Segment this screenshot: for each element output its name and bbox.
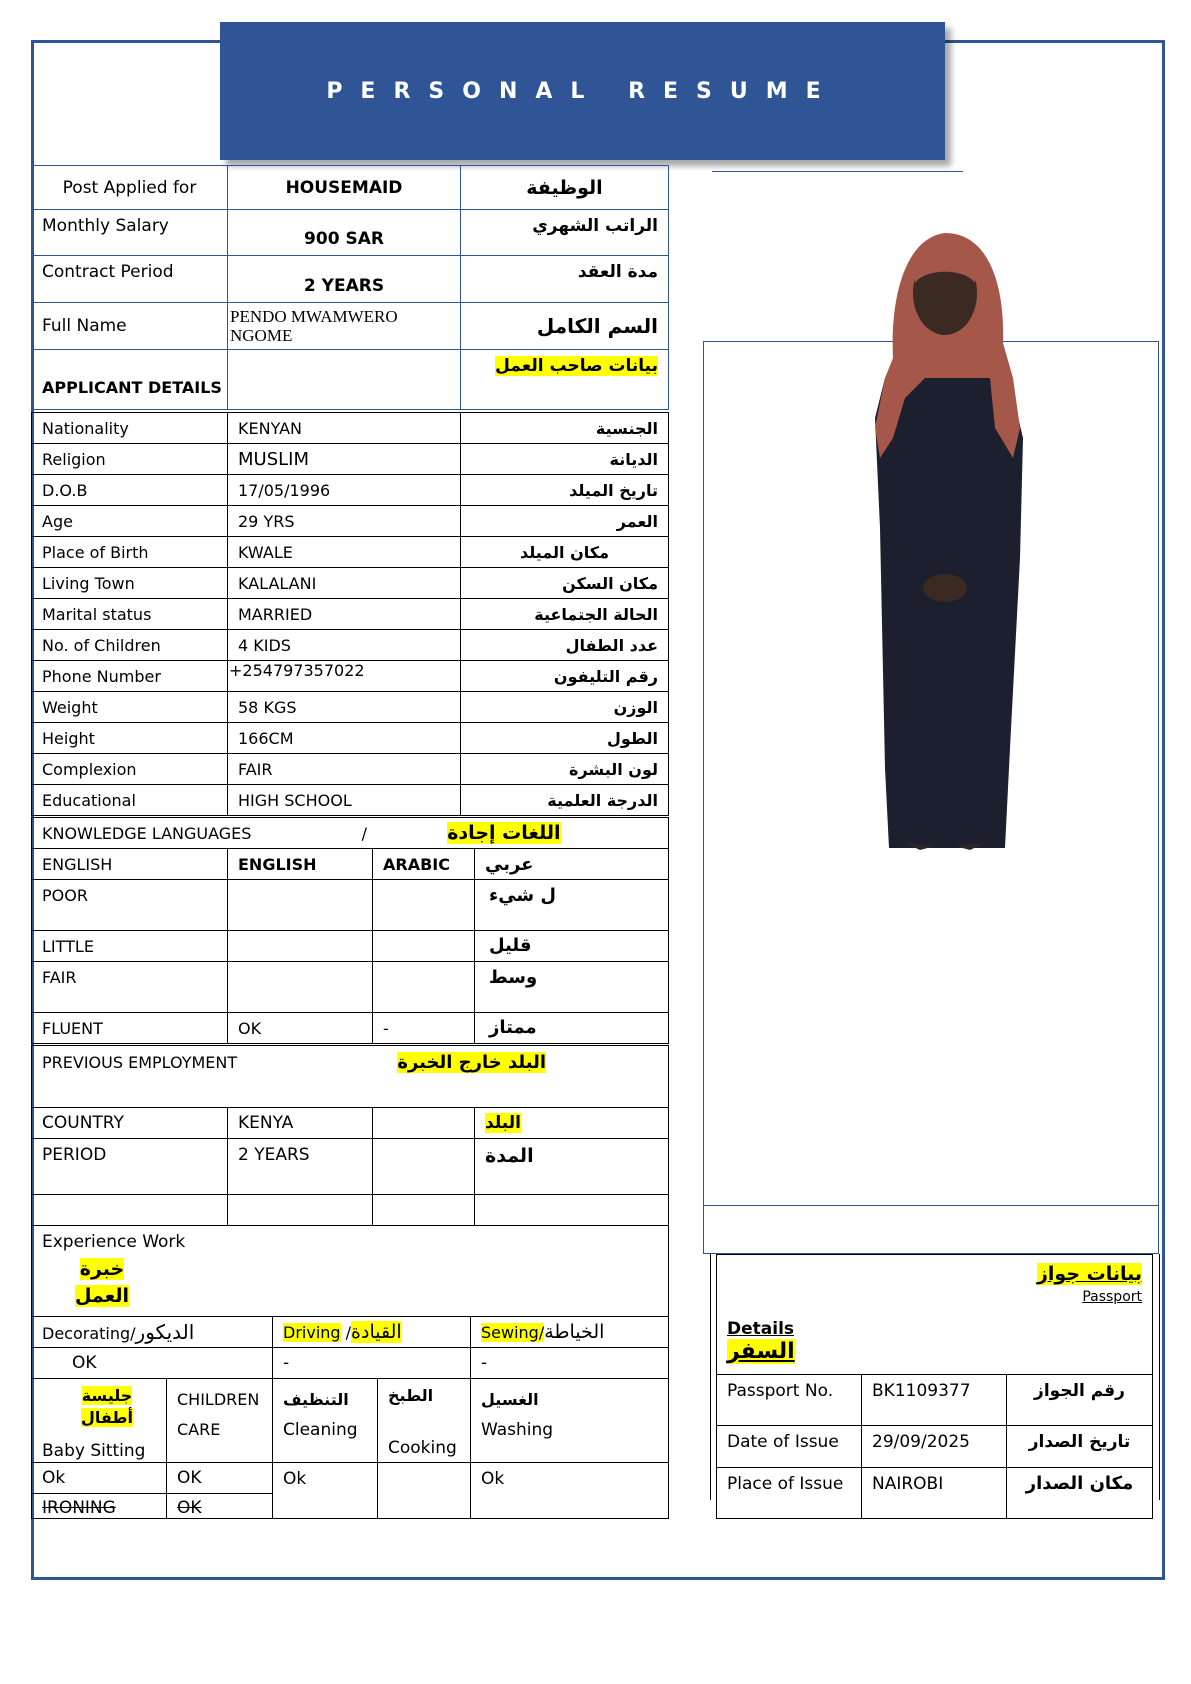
table-row xyxy=(32,1013,669,1044)
experience-table xyxy=(31,1225,669,1519)
contract-value: 2 YEARS xyxy=(228,256,461,303)
ironing-text: IRONING xyxy=(42,1498,116,1518)
detail-label: Nationality xyxy=(32,413,228,444)
applicant-details-ar xyxy=(461,350,669,410)
detail-label: Place of Birth xyxy=(32,537,228,568)
detail-label: Height xyxy=(32,723,228,754)
table-row xyxy=(32,537,669,568)
lang-col-arabic: ARABIC xyxy=(373,849,475,880)
children-label: CHILDREN xyxy=(177,1390,260,1409)
previous-title-ar: البلد خارج الخبرة xyxy=(397,1052,547,1073)
detail-label: Educational xyxy=(32,785,228,816)
issue-date-value: 29/09/2025 xyxy=(862,1426,1007,1468)
washing-label: Washing xyxy=(481,1420,554,1440)
lang-level-cell: LITTLE xyxy=(32,931,228,962)
table-row xyxy=(32,1139,669,1195)
lang-ar-cell: ل شيء xyxy=(475,880,669,931)
table-row xyxy=(32,506,669,537)
table-row xyxy=(32,785,669,816)
ironing-label xyxy=(32,1494,167,1519)
baby-sitting-ar-wrap xyxy=(77,1385,137,1429)
experience-title: Experience Work xyxy=(42,1232,186,1252)
cooking-cell xyxy=(378,1379,471,1463)
period-value: 2 YEARS xyxy=(228,1139,373,1195)
table-row xyxy=(32,1108,669,1139)
passport-right-border xyxy=(1159,1254,1160,1500)
table-row xyxy=(32,630,669,661)
detail-label: Living Town xyxy=(32,568,228,599)
table-row xyxy=(32,880,669,931)
detail-ar: مكان السكن xyxy=(461,568,669,599)
lang-ar-val-cell xyxy=(373,931,475,962)
passport-no-label: Passport No. xyxy=(717,1375,862,1426)
detail-ar: الطول xyxy=(461,723,669,754)
passport-left-border xyxy=(710,1254,711,1500)
lang-en-cell xyxy=(228,931,373,962)
table-row xyxy=(32,723,669,754)
salary-label: Monthly Salary xyxy=(32,210,228,256)
table-row xyxy=(32,1046,669,1108)
lang-ar-cell: ممتاز xyxy=(475,1013,669,1044)
cleaning-ar: التنظيف xyxy=(283,1390,349,1409)
care-label: CARE xyxy=(177,1420,221,1439)
detail-value: 29 YRS xyxy=(228,506,461,537)
table-row xyxy=(32,849,669,880)
table-row xyxy=(32,1463,669,1494)
job-table xyxy=(31,165,669,410)
lang-col-english: ENGLISH xyxy=(32,849,228,880)
table-row xyxy=(32,568,669,599)
applicant-photo xyxy=(845,228,1045,854)
table-row xyxy=(32,962,669,1013)
issue-place-value: NAIROBI xyxy=(862,1468,1007,1519)
table-row xyxy=(32,166,669,210)
country-label: COUNTRY xyxy=(32,1108,228,1139)
languages-slash: / xyxy=(361,824,368,843)
detail-label: D.O.B xyxy=(32,475,228,506)
detail-value: MARRIED xyxy=(228,599,461,630)
lang-level-cell: FAIR xyxy=(32,962,228,1013)
table-row xyxy=(717,1426,1153,1468)
period-empty xyxy=(373,1139,475,1195)
country-ar xyxy=(475,1108,669,1139)
applicant-details-value xyxy=(228,350,461,410)
table-row xyxy=(32,1379,669,1463)
sewing-label: Sewing/ xyxy=(481,1323,545,1342)
issue-date-ar: تاريخ الصدار xyxy=(1007,1426,1153,1468)
washing-ar: الغسيل xyxy=(481,1390,539,1409)
driving-value: - xyxy=(273,1348,471,1379)
passport-header xyxy=(717,1255,1153,1375)
detail-ar: الديانة xyxy=(461,444,669,475)
table-row xyxy=(32,661,669,692)
salary-value: 900 SAR xyxy=(228,210,461,256)
lang-ar-cell: قليل xyxy=(475,931,669,962)
issue-place-ar: مكان الصدار xyxy=(1007,1468,1153,1519)
previous-header xyxy=(32,1046,669,1108)
table-row xyxy=(32,1317,669,1348)
table-row xyxy=(32,692,669,723)
languages-title: KNOWLEDGE LANGUAGES xyxy=(42,824,252,843)
period-label: PERIOD xyxy=(32,1139,228,1195)
cleaning-label: Cleaning xyxy=(283,1420,358,1440)
driving-cell xyxy=(273,1317,471,1348)
passport-table xyxy=(716,1254,1153,1519)
detail-label: Phone Number xyxy=(32,661,228,692)
detail-ar: الدرجة العلمية xyxy=(461,785,669,816)
detail-ar: الحالة الجتماعية xyxy=(461,599,669,630)
decorating-cell xyxy=(32,1317,273,1348)
detail-label: Age xyxy=(32,506,228,537)
experience-header xyxy=(32,1226,669,1317)
detail-value: 166CM xyxy=(228,723,461,754)
passport-title-ar: بيانات جواز xyxy=(1036,1263,1143,1285)
washing-cell xyxy=(471,1379,669,1463)
table-row xyxy=(32,1195,669,1226)
table-row xyxy=(32,931,669,962)
table-row xyxy=(32,303,669,350)
table-row xyxy=(32,818,669,849)
table-row xyxy=(32,413,669,444)
country-empty xyxy=(373,1108,475,1139)
lang-en-cell: OK xyxy=(228,1013,373,1044)
post-label: Post Applied for xyxy=(32,166,228,210)
empty-cell xyxy=(228,1195,373,1226)
country-ar-text: البلد xyxy=(485,1113,521,1133)
detail-ar: عدد الطفال xyxy=(461,630,669,661)
lang-col-english-2: ENGLISH xyxy=(228,849,373,880)
detail-ar: مكان الميلد xyxy=(461,537,669,568)
driving-ar: القيادة xyxy=(351,1321,402,1343)
detail-value: KALALANI xyxy=(228,568,461,599)
table-row xyxy=(32,444,669,475)
children-care-cell xyxy=(167,1379,273,1463)
detail-ar: الجنسية xyxy=(461,413,669,444)
table-row xyxy=(32,210,669,256)
empty-cell xyxy=(373,1195,475,1226)
lang-level-cell: POOR xyxy=(32,880,228,931)
decorating-ar: الديكور xyxy=(135,1320,195,1344)
sewing-value: - xyxy=(471,1348,669,1379)
country-value: KENYA xyxy=(228,1108,373,1139)
decorating-value: OK xyxy=(32,1348,273,1379)
driving-label: Driving xyxy=(283,1323,341,1342)
detail-value: KENYAN xyxy=(228,413,461,444)
languages-table xyxy=(31,817,669,1044)
table-row xyxy=(32,599,669,630)
detail-label: Marital status xyxy=(32,599,228,630)
post-value: HOUSEMAID xyxy=(228,166,461,210)
divider-line xyxy=(712,171,963,172)
applicant-details-label: APPLICANT DETAILS xyxy=(32,350,228,410)
resume-banner xyxy=(220,22,945,160)
detail-ar: تاريخ الميلد xyxy=(461,475,669,506)
previous-employment-table xyxy=(31,1045,669,1226)
passport-title-ar-wrap xyxy=(727,1263,1142,1285)
baby-sitting-value: Ok xyxy=(32,1463,167,1494)
passport-details-ar: السفر xyxy=(727,1339,795,1364)
fullname-ar: السم الكامل xyxy=(461,303,669,350)
detail-value: 17/05/1996 xyxy=(228,475,461,506)
baby-sitting-ar: جليسة أطفال xyxy=(81,1386,133,1427)
lang-ar-val-cell xyxy=(373,962,475,1013)
washing-value: Ok xyxy=(471,1463,669,1519)
ironing-value-text: OK xyxy=(177,1498,202,1518)
detail-label: Weight xyxy=(32,692,228,723)
passport-details-label: Details xyxy=(727,1319,795,1339)
table-row xyxy=(717,1375,1153,1426)
passport-title-en: Passport xyxy=(1082,1289,1143,1305)
lang-en-cell xyxy=(228,962,373,1013)
previous-title: PREVIOUS EMPLOYMENT xyxy=(42,1053,238,1072)
detail-value: KWALE xyxy=(228,537,461,568)
languages-header xyxy=(32,818,669,849)
cooking-value xyxy=(378,1463,471,1519)
ironing-value xyxy=(167,1494,273,1519)
languages-title-ar: اللغات إجادة xyxy=(447,822,561,844)
detail-value: 4 KIDS xyxy=(228,630,461,661)
details-table xyxy=(31,412,669,816)
detail-ar: لون البشرة xyxy=(461,754,669,785)
detail-ar: الوزن xyxy=(461,692,669,723)
lang-en-cell xyxy=(228,880,373,931)
lang-ar-val-cell xyxy=(373,880,475,931)
table-row xyxy=(717,1468,1153,1519)
table-row xyxy=(32,1226,669,1317)
baby-sitting-label: Baby Sitting xyxy=(42,1441,146,1461)
employer-details-ar: بيانات صاحب العمل xyxy=(495,356,658,376)
decorating-label: Decorating/ xyxy=(42,1324,136,1343)
lang-col-arabic-ar: عربي xyxy=(475,849,669,880)
issue-date-label: Date of Issue xyxy=(717,1426,862,1468)
cooking-ar: الطبخ xyxy=(388,1386,434,1405)
salary-ar: الراتب الشهري xyxy=(461,210,669,256)
detail-value: 58 KGS xyxy=(228,692,461,723)
post-ar: الوظيفة xyxy=(461,166,669,210)
cleaning-cell xyxy=(273,1379,378,1463)
sewing-cell xyxy=(471,1317,669,1348)
children-care-value: OK xyxy=(167,1463,273,1494)
contract-label: Contract Period xyxy=(32,256,228,303)
experience-title-ar: خبرة العمل xyxy=(74,1258,130,1307)
cooking-label: Cooking xyxy=(388,1438,457,1458)
empty-cell xyxy=(32,1195,228,1226)
table-row xyxy=(32,754,669,785)
passport-details-ar-wrap xyxy=(727,1339,1142,1364)
detail-ar: العمر xyxy=(461,506,669,537)
passport-no-value: BK1109377 xyxy=(862,1375,1007,1426)
issue-place-label: Place of Issue xyxy=(717,1468,862,1519)
fullname-label: Full Name xyxy=(32,303,228,350)
detail-label: Religion xyxy=(32,444,228,475)
baby-sitting-cell xyxy=(32,1379,167,1463)
contract-ar: مدة العقد xyxy=(461,256,669,303)
table-row xyxy=(32,475,669,506)
cleaning-value: Ok xyxy=(273,1463,378,1519)
passport-no-ar: رقم الجواز xyxy=(1007,1375,1153,1426)
experience-title-ar-wrap xyxy=(72,1256,132,1310)
detail-value: HIGH SCHOOL xyxy=(228,785,461,816)
detail-value: +254797357022 xyxy=(228,661,461,692)
lang-ar-cell: وسط xyxy=(475,962,669,1013)
table-row xyxy=(32,1348,669,1379)
detail-ar: رقم التليفون xyxy=(461,661,669,692)
lang-ar-val-cell: - xyxy=(373,1013,475,1044)
table-row xyxy=(32,350,669,410)
table-row xyxy=(32,256,669,303)
detail-label: No. of Children xyxy=(32,630,228,661)
table-row xyxy=(717,1255,1153,1375)
detail-label: Complexion xyxy=(32,754,228,785)
detail-value: MUSLIM xyxy=(228,444,461,475)
photo-caption-box xyxy=(703,1206,1159,1254)
empty-cell xyxy=(475,1195,669,1226)
resume-title: PERSONAL RESUME xyxy=(326,78,839,104)
driving-sep: / xyxy=(340,1323,352,1342)
lang-level-cell: FLUENT xyxy=(32,1013,228,1044)
sewing-ar: الخياطة xyxy=(544,1321,605,1343)
period-ar: المدة xyxy=(475,1139,669,1195)
detail-value: FAIR xyxy=(228,754,461,785)
fullname-value: PENDO MWAMWERO NGOME xyxy=(228,303,461,350)
